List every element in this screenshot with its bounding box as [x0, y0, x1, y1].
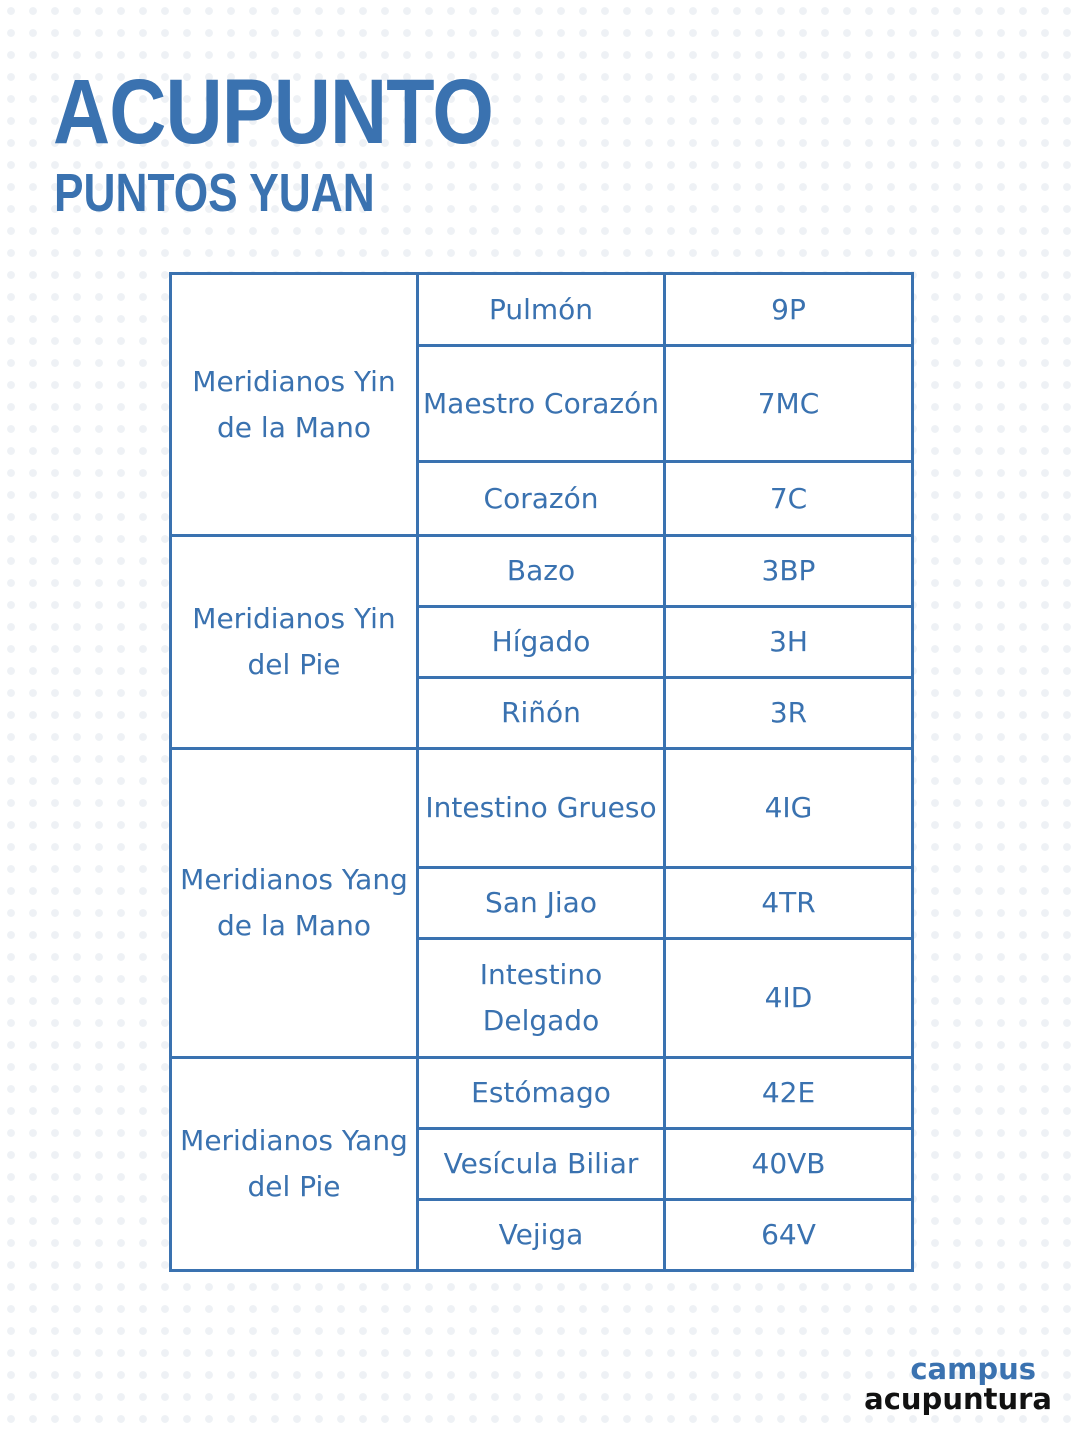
table-row: [171, 536, 913, 607]
organ-cell: Vesícula Biliar: [418, 1129, 665, 1200]
organ-cell: Bazo: [418, 536, 665, 607]
group-cell: Meridianos Yin del Pie: [171, 536, 418, 749]
point-cell: 42E: [665, 1058, 913, 1129]
logo-line-campus: campus: [910, 1352, 1036, 1386]
organ-cell: San Jiao: [418, 868, 665, 939]
page-subtitle: PUNTOS YUAN: [54, 163, 375, 223]
table-row: [171, 1058, 913, 1129]
organ-cell: Estómago: [418, 1058, 665, 1129]
point-cell: 4IG: [665, 749, 913, 868]
campus-acupuntura-logo: [864, 1354, 1052, 1414]
organ-cell: Hígado: [418, 607, 665, 678]
yuan-points-table: [169, 272, 914, 1272]
organ-cell: Corazón: [418, 462, 665, 536]
organ-cell: Riñón: [418, 678, 665, 749]
organ-cell: Intestino Delgado: [418, 939, 665, 1058]
point-cell: 40VB: [665, 1129, 913, 1200]
point-cell: 64V: [665, 1200, 913, 1271]
organ-cell: Pulmón: [418, 274, 665, 346]
group-cell: Meridianos Yin de la Mano: [171, 274, 418, 536]
group-cell: Meridianos Yang de la Mano: [171, 749, 418, 1058]
point-cell: 9P: [665, 274, 913, 346]
organ-cell: Maestro Corazón: [418, 346, 665, 462]
logo-line-acupuntura: acupuntura: [864, 1382, 1052, 1416]
point-cell: 3BP: [665, 536, 913, 607]
table-row: [171, 749, 913, 868]
organ-cell: Vejiga: [418, 1200, 665, 1271]
point-cell: 3R: [665, 678, 913, 749]
point-cell: 7MC: [665, 346, 913, 462]
table-row: [171, 274, 913, 346]
page-title: ACUPUNTO: [53, 61, 494, 163]
group-cell: Meridianos Yang del Pie: [171, 1058, 418, 1271]
point-cell: 4ID: [665, 939, 913, 1058]
point-cell: 7C: [665, 462, 913, 536]
point-cell: 3H: [665, 607, 913, 678]
point-cell: 4TR: [665, 868, 913, 939]
organ-cell: Intestino Grueso: [418, 749, 665, 868]
